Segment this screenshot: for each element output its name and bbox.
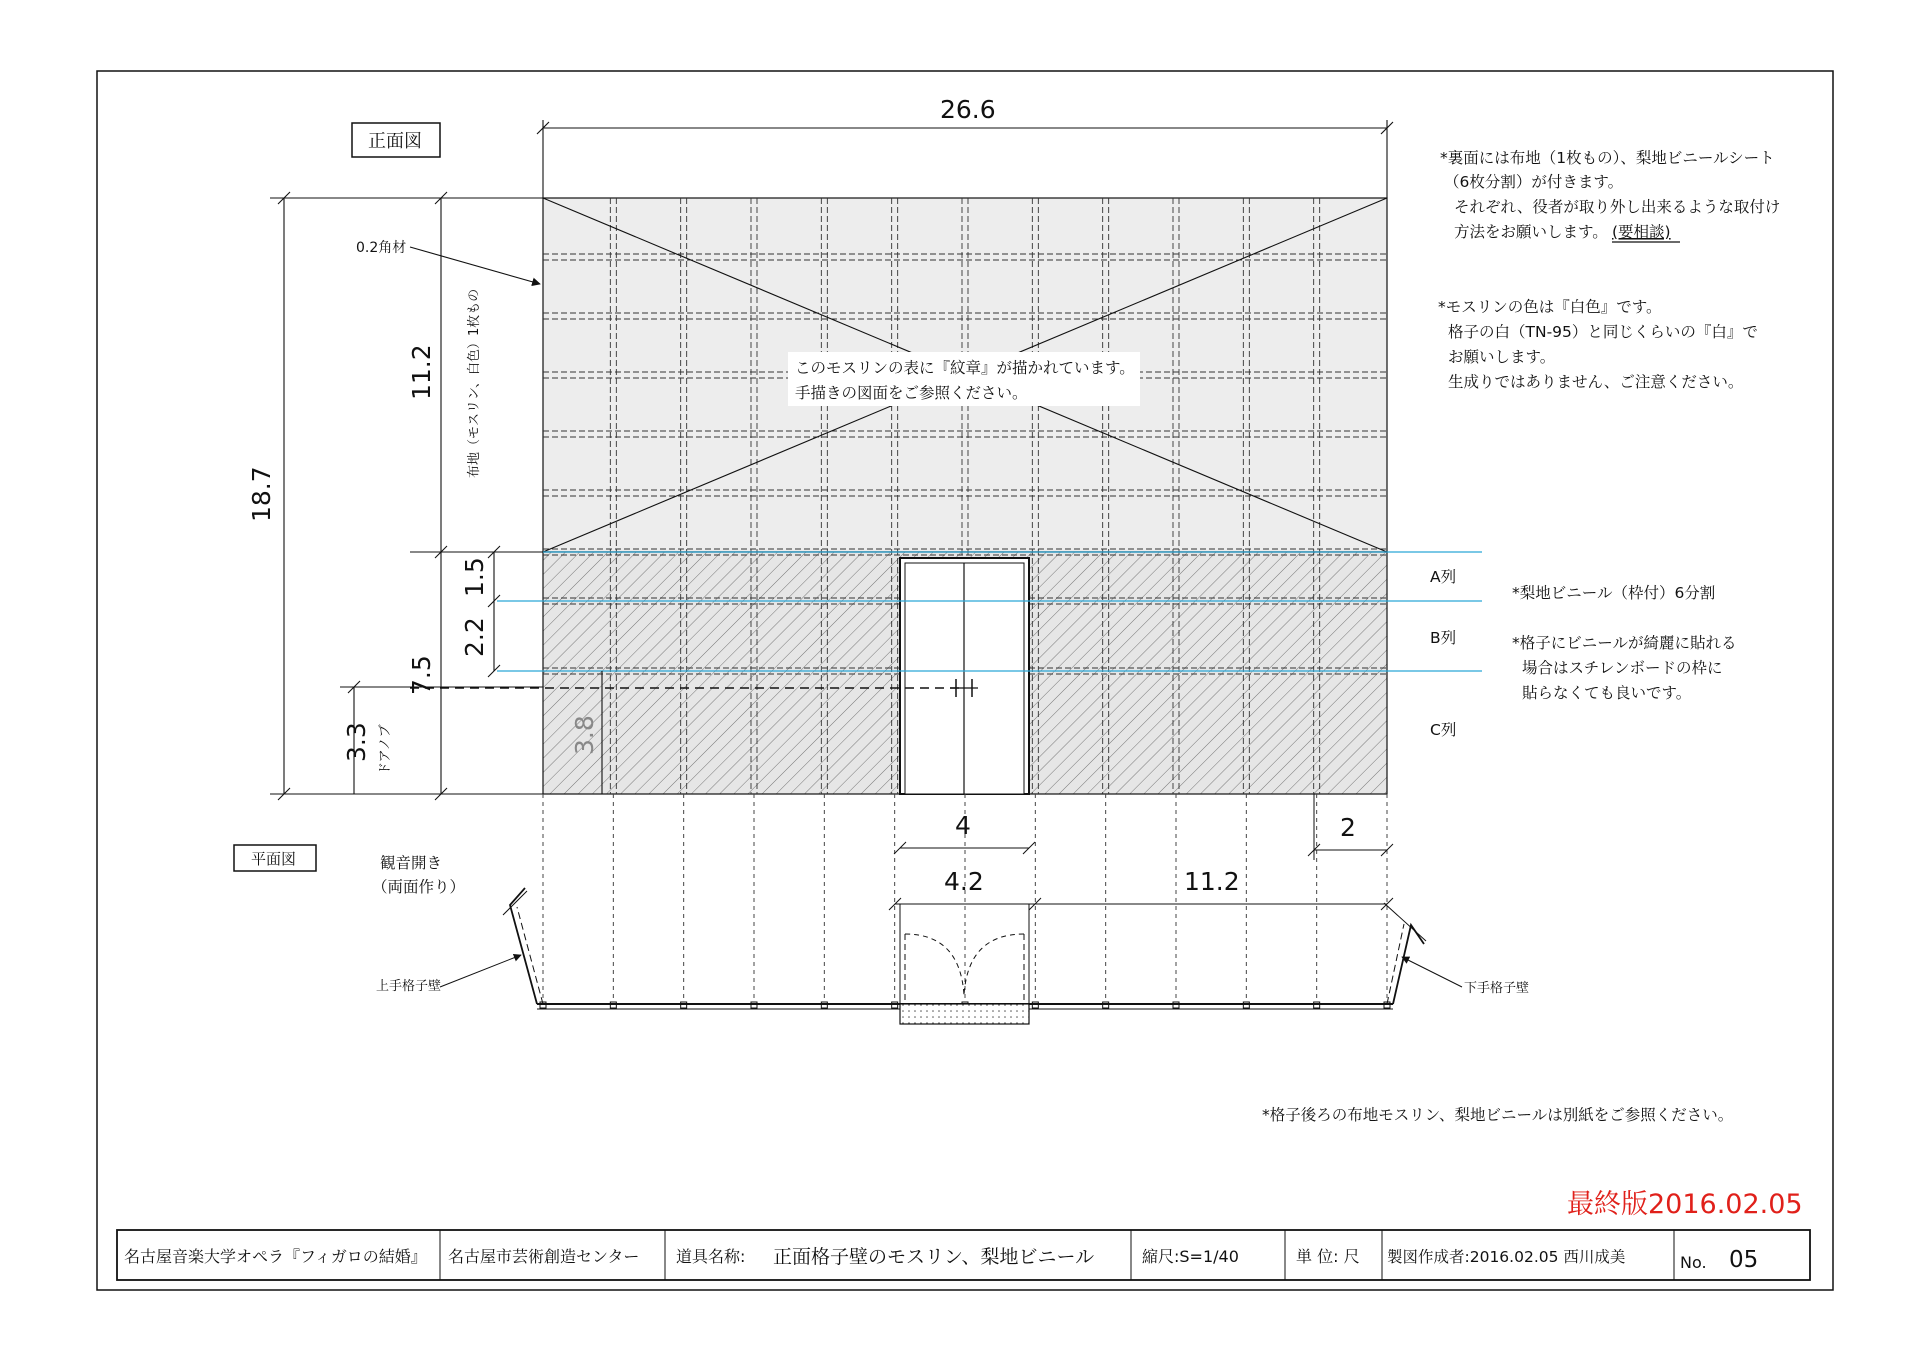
note-back-1: *裏面には布地（1枚もの）、梨地ビニールシート [1440,149,1775,167]
note-vinyl-3: 場合はスチレンボードの枠に [1522,659,1723,677]
note-muslin-1: *モスリンの色は『白色』です。 [1438,298,1662,316]
note-back-4: 方法をお願いします。 [1454,223,1608,241]
dim-row-b: 2.2 [460,617,489,657]
dim-end-module: 2 [1340,813,1356,842]
final-version-stamp: 最終版2016.02.05 [1567,1189,1803,1220]
title-no-label: No. [1680,1253,1707,1272]
front-view-label: 正面図 [368,131,422,152]
door-type-label: 観音開き [380,854,443,872]
row-a-label: A列 [1430,568,1457,586]
title-production: 名古屋音楽大学オペラ『フィガロの結婚』 [124,1247,427,1266]
note-muslin-2: 格子の白（TN-95）と同じくらいの『白』で [1448,323,1758,341]
note-vinyl-2: *格子にビニールが綺麗に貼れる [1512,634,1737,652]
dim-side-width: 11.2 [1184,867,1240,896]
note-vinyl-1: *梨地ビニール（枠付）6分割 [1512,584,1716,602]
note-bottom: *格子後ろの布地モスリン、梨地ビニールは別紙をご参照ください。 [1262,1106,1734,1124]
dim-lower-height: 7.5 [407,655,436,695]
dim-door-width: 4 [955,811,971,840]
kamite-wall-label: 上手格子壁 [376,979,442,994]
row-b-label: B列 [1430,629,1457,647]
title-unit: 単 位: 尺 [1296,1247,1360,1266]
doorknob-label: ドアノブ [378,724,393,775]
door-type-label-2: （両面作り） [372,878,466,896]
dim-overall-height: 18.7 [247,466,276,522]
title-scale: 縮尺:S=1/40 [1142,1247,1239,1266]
note-muslin-3: お願いします。 [1448,348,1556,366]
dim-row-a: 1.5 [460,557,489,597]
title-drafter: 製図作成者:2016.02.05 西川成美 [1387,1248,1626,1266]
dim-door-opening: 4.2 [944,867,984,896]
dim-upper-height: 11.2 [407,344,436,400]
dim-lower-panel: 3.8 [570,715,599,755]
cloth-label: 布地（モスリン、白色）1枚もの [467,288,482,478]
title-prop-name: 正面格子壁のモスリン、梨地ビニール [773,1246,1095,1268]
plan-view-label: 平面図 [251,850,297,868]
shimote-wall-label: 下手格子壁 [1464,981,1530,996]
dim-doorknob-height: 3.3 [342,722,371,762]
member-leader [410,247,540,284]
plan-view [440,794,1462,1024]
note-vinyl-4: 貼らなくても良いです。 [1522,684,1692,702]
note-muslin-4: 生成りではありません、ご注意ください。 [1448,373,1744,391]
title-no-value: 05 [1729,1247,1759,1273]
note-back-4-emphasis: (要相談) [1612,223,1671,241]
row-c-label: C列 [1430,721,1457,739]
note-back-2: （6枚分割）が付きます。 [1444,173,1624,191]
emblem-note-line2: 手描きの図面をご参照ください。 [795,384,1028,402]
member-label: 0.2角材 [356,240,407,256]
note-back-3: それぞれ、役者が取り外し出来るような取付け [1454,198,1781,216]
dim-overall-width: 26.6 [940,95,996,124]
emblem-note-line1: このモスリンの表に『紋章』が描かれています。 [795,359,1135,377]
front-view [497,198,1482,794]
title-venue: 名古屋市芸術創造センター [448,1247,640,1266]
title-prop-label: 道具名称: [676,1247,746,1266]
